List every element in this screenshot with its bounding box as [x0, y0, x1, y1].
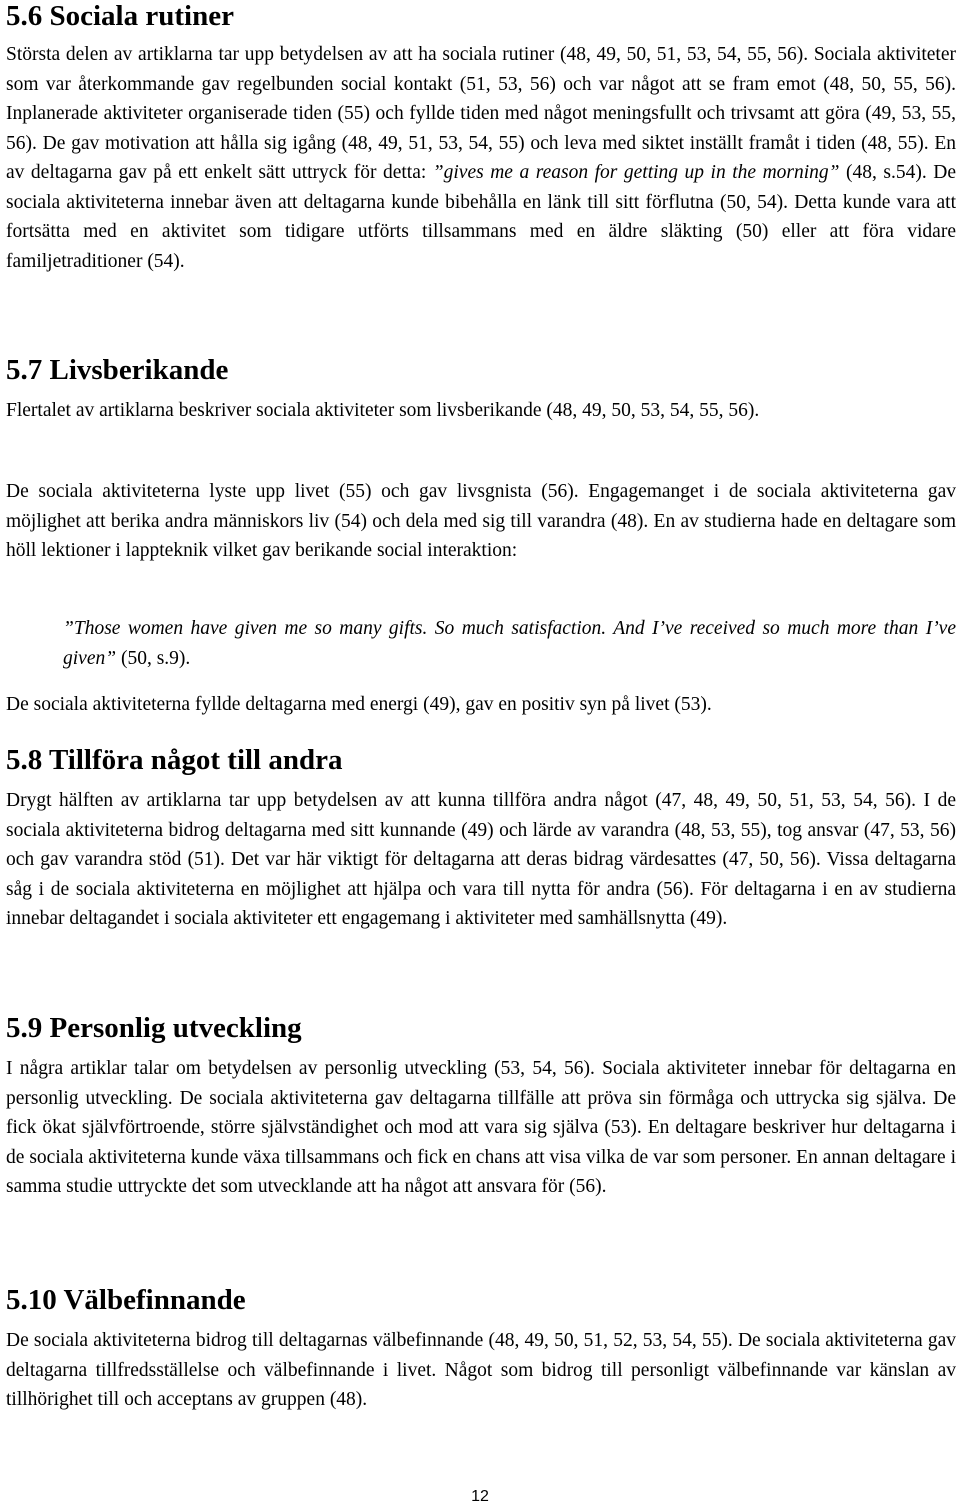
section-heading-sociala-rutiner: 5.6 Sociala rutiner [6, 0, 234, 32]
section-heading-tillfora-nagot: 5.8 Tillföra något till andra [6, 744, 343, 776]
quote-reference: (50, s.9). [116, 647, 191, 669]
quote-text: ”gives me a reason for getting up in the morning” [432, 162, 840, 183]
section-heading-personlig-utveckling: 5.9 Personlig utveckling [6, 1012, 302, 1044]
quote-text: ”Those women have given me so many gifts. So much satisfaction. And I’ve received so much more than I’ve given” [63, 618, 956, 669]
block-quote [63, 614, 956, 673]
paragraph-sociala-rutiner [6, 40, 956, 276]
paragraph-livsberikande-1: Flertalet av artiklarna beskriver sociala aktiviteter som livsberikande (48, 49, 50, 53, 54, 55, 56). [6, 400, 760, 421]
section-heading-valbefinnande: 5.10 Välbefinnande [6, 1284, 246, 1316]
page-number: 12 [471, 1488, 489, 1505]
text-run: Största delen av artiklarna tar upp betydelsen av att ha sociala rutiner (48, 49, 50, 51, 53, 54, 55, 56). Sociala aktiviteter som var återkommande gav regelbunden social kontakt (51, 53, 56) och var något att se fram emot (48, 50, 55, 56). Inplanerade aktiviteter organiserade tiden (55) och fyllde tiden med något meningsfullt och trivsamt att göra (49, 53, 55, 56). De gav motivation att hålla sig igång (48, 49, 51, 53, 54, 55) och leva med siktet inställt framåt i tiden (48, 55). En av deltagarna gav på ett enkelt sätt uttryck för detta: [6, 44, 956, 183]
paragraph-tillfora-nagot: Drygt hälften av artiklarna tar upp betydelsen av att kunna tillföra andra något (47, 48, 49, 50, 51, 53, 54, 56). I de sociala aktiviteterna bidrog deltagarna med sitt kunnande (49) och lärde av varandra (48, 53, 55), tog ansvar (47, 53, 56) och gav varandra stöd (51). Det var här viktigt för deltagarna att deras bidrag värdesattes (47, 50, 56). Vissa deltagarna såg i de sociala aktiviteterna en möjlighet att hjälpa och vara till nytta för andra (56). För deltagarna i en av studierna innebar deltagandet i sociala aktiviteter ett engagemang i aktiviteter med samhällsnytta (49). [6, 790, 956, 929]
paragraph-livsberikande-3: De sociala aktiviteterna fyllde deltagarna med energi (49), gav en positiv syn på livet (53). [6, 694, 712, 715]
paragraph-valbefinnande: De sociala aktiviteterna bidrog till deltagarnas välbefinnande (48, 49, 50, 51, 52, 53, 54, 55). De sociala aktiviteterna gav deltagarna tillfredsställelse och välbefinnande i livet. Något som bidrog till personligt välbefinnande var känslan av tillhörighet till och acceptans av gruppen (48). [6, 1330, 956, 1410]
paragraph-livsberikande-2: De sociala aktiviteterna lyste upp livet (55) och gav livsgnista (56). Engagemanget i de sociala aktiviteterna gav möjlighet att berika andra människors liv (54) och dela med sig till varandra (48). En av studierna hade en deltagare som höll lektioner i lappteknik vilket gav berikande social interaktion: [6, 481, 956, 561]
text-run: (48, s.54). De sociala aktiviteterna innebar även att deltagarna kunde bibehålla en länk till sitt förflutna (50, 54). Detta kunde vara att fortsätta med en aktivitet som tidigare utförts tillsammans med en äldre släkting (50) eller att föra vidare familjetraditioner (54). [6, 162, 956, 272]
paragraph-personlig-utveckling: I några artiklar talar om betydelsen av personlig utveckling (53, 54, 56). Sociala aktiviteter innebar för deltagarna en personlig utveckling. De sociala aktiviteterna gav deltagarna tillfälle att pröva sin förmåga och uttrycka sig själva. De fick ökat självförtroende, större självständighet och mod att vara sig själva (53). En deltagare beskriver hur deltagarna i de sociala aktiviteterna kunde växa tillsammans och fick en chans att visa vilka de var som personer. En annan deltagare i samma studie uttryckte det som utvecklande att ha något att ansvara för (56). [6, 1058, 956, 1197]
section-heading-livsberikande: 5.7 Livsberikande [6, 354, 229, 386]
